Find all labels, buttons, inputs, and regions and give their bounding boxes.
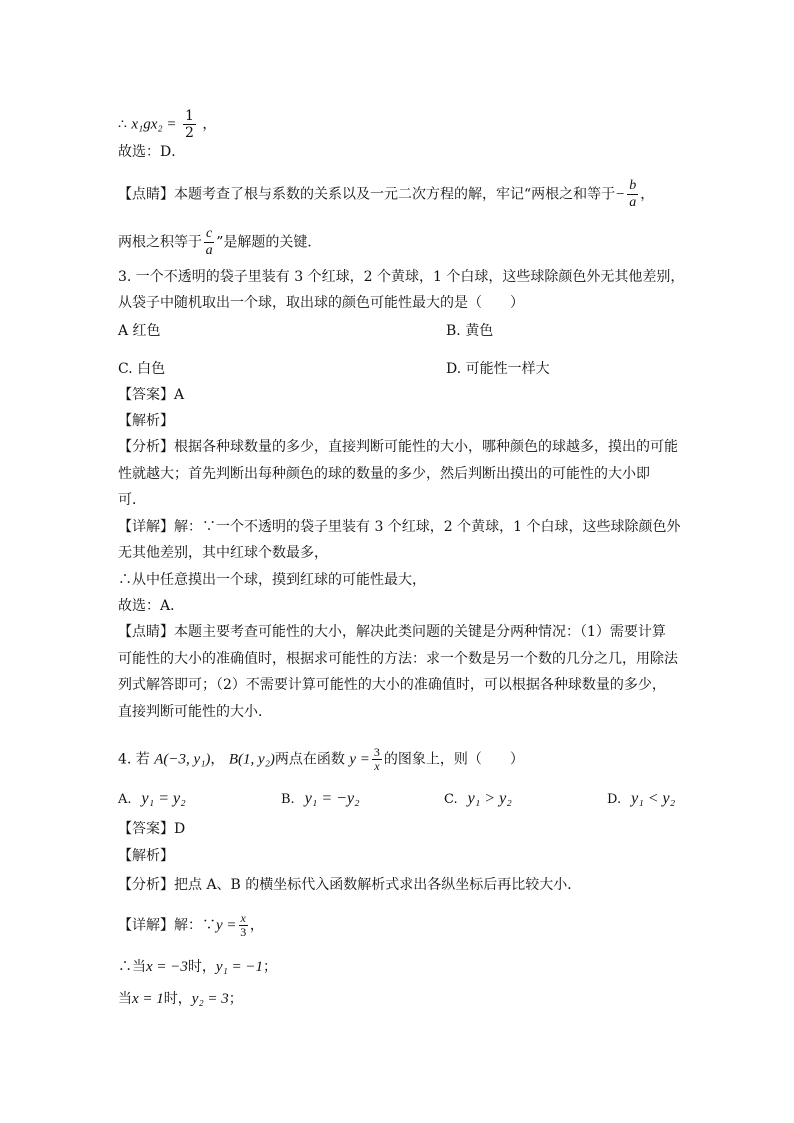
q3-detail-line-4: 故选：A．: [118, 598, 185, 614]
q3-analysis-line-1: 【分析】根据各种球数量的多少，直接判断可能性的大小，哪种颜色的球越多，摸出的可能: [118, 439, 678, 455]
q4-detail-line-1: 【详解】解：∵y = $\frac{x}{3}$ ，: [118, 911, 264, 939]
point-a: A(−3, y₁): [154, 751, 211, 768]
q4-option-c: C. y₁ > y₂: [444, 790, 512, 807]
answer-choice-d: 故选：D．: [118, 144, 186, 160]
q3-detail-line-1: 【详解】解：∵一个不透明的袋子里装有 3 个红球，2 个黄球，1 个白球，这些球除颜色外: [118, 519, 681, 535]
line-product-of-roots: ∴ x₁gx₂ = $\frac{1}{2}$ ，: [118, 108, 217, 141]
q4-analysis: 【分析】把点 A、B 的横坐标代入函数解析式求出各纵坐标后再比较大小．: [118, 877, 582, 893]
q4-analysis-heading: 【解析】: [118, 848, 174, 864]
q3-analysis-heading: 【解析】: [118, 413, 174, 429]
q3-option-b: B. 黄色: [446, 323, 494, 339]
q3-comment-line-3: 列式解答即可；（2）不需要计算可能性的大小的准确值时，可以根据各种球数量的多少，: [118, 677, 666, 693]
product-expression: x₁gx₂ =: [131, 116, 177, 133]
q3-analysis-line-2: 性就越大；首先判断出每种颜色的球的数量的多少，然后判断出摸出的可能性的大小即: [118, 466, 650, 482]
q3-detail-line-2: 无其他差别，其中红球个数最多，: [118, 545, 328, 561]
q3-answer: 【答案】A: [118, 387, 185, 403]
point-b: B(1, y₂): [228, 751, 275, 768]
fraction-x-over-3: $\frac{x}{3}$: [240, 911, 247, 939]
fraction-one-half: $\frac{1}{2}$: [184, 108, 194, 141]
q4-answer: 【答案】D: [118, 821, 186, 837]
q3-option-d: D. 可能性一样大: [446, 361, 550, 377]
q4-detail-line-2: ∴当x = −3时，y₁ = −1；: [118, 959, 278, 975]
q3-analysis-line-3: 可．: [118, 492, 146, 508]
question-4-stem: 4. 若 A(−3, y₁)， B(1, y₂)两点在函数 y = $\frac{3}{x}$ 的图象上，则（ ）: [118, 745, 524, 773]
q4-option-d: D. y₁ < y₂: [607, 790, 676, 807]
therefore-symbol: ∴: [118, 116, 127, 133]
q3-comment-line-4: 直接判断可能性的大小．: [118, 704, 272, 720]
comment-line-2: 两根之积等于 $\frac{c}{a}$ ”是解题的关键．: [118, 226, 322, 258]
fraction-3-over-x: $\frac{3}{x}$: [373, 745, 380, 773]
q4-option-b: B. y₁ = −y₂: [281, 790, 360, 807]
q3-option-c: C. 白色: [118, 361, 166, 377]
q3-detail-line-3: ∴从中任意摸出一个球，摸到红球的可能性最大，: [118, 572, 426, 588]
q3-comment-line-2: 可能性的大小的准确值时，根据求可能性的方法：求一个数是另一个数的几分之几，用除法: [118, 651, 678, 667]
question-3-line-2: 从袋子中随机取出一个球，取出球的颜色可能性最大的是（ ）: [118, 295, 524, 311]
question-3-line-1: 3. 一个不透明的袋子里装有 3 个红球，2 个黄球，1 个白球，这些球除颜色外无其他差别，: [118, 269, 685, 285]
q4-option-a: A. y₁ = y₂: [118, 790, 186, 807]
comment-line-1: 【点睛】本题考查了根与系数的关系以及一元二次方程的解，牢记“两根之和等于− $\frac{b}{a}$ ，: [118, 178, 655, 210]
fraction-b-over-a: $\frac{b}{a}$: [629, 178, 637, 210]
q4-detail-line-3: 当x = 1时，y₂ = 3；: [118, 991, 243, 1007]
fraction-c-over-a: $\frac{c}{a}$: [205, 226, 213, 258]
q3-option-a: A 红色: [118, 323, 161, 339]
q3-comment-line-1: 【点睛】本题主要考查可能性的大小，解决此类问题的关键是分两种情况：（1）需要计算: [118, 624, 666, 640]
